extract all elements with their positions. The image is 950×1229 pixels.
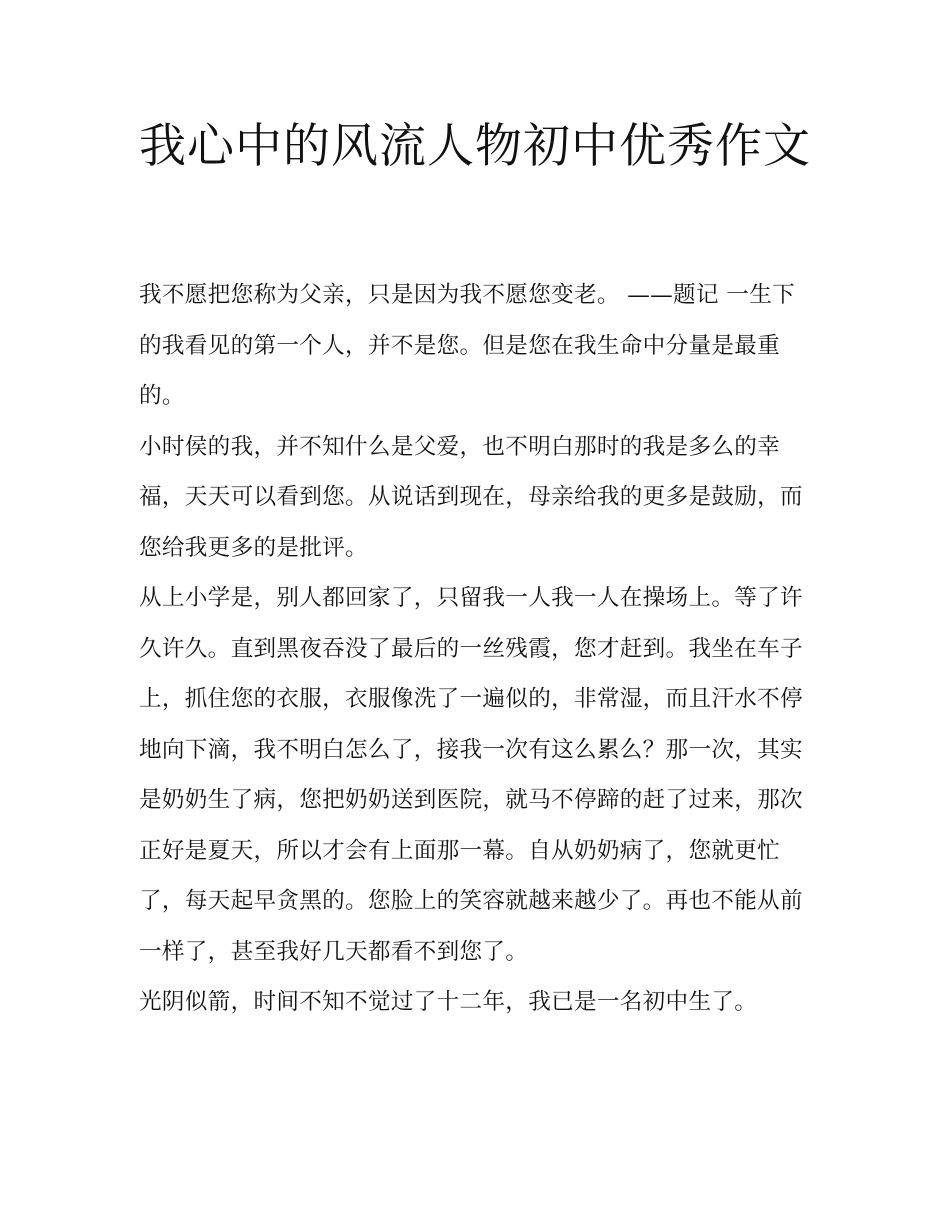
- document-body: [139, 270, 817, 1028]
- paragraph-2: 小时侯的我，并不知什么是父爱，也不明白那时的我是多么的幸福，天天可以看到您。从说话到现在，母亲给我的更多是鼓励，而您给我更多的是批评。: [139, 433, 803, 561]
- document-title: 我心中的风流人物初中优秀作文: [139, 119, 811, 174]
- paragraph-3: 从上小学是，别人都回家了，只留我一人我一人在操场上。等了许久许久。直到黑夜吞没了最后的一丝残霞，您才赶到。我坐在车子上，抓住您的衣服，衣服像洗了一遍似的，非常湿，而且汗水不停地向下滴，我不明白怎么了，接我一次有这么累么？那一次，其实是奶奶生了病，您把奶奶送到医院，就马不停蹄的赶了过来，那次正好是夏天，所以才会有上面那一幕。自从奶奶病了，您就更忙了，每天起早贪黑的。您脸上的笑容就越来越少了。再也不能从前一样了，甚至我好几天都看不到您了。: [139, 585, 803, 965]
- paragraph-4: 光阴似箭，时间不知不觉过了十二年，我已是一名初中生了。: [139, 989, 758, 1015]
- paragraph-1: 我不愿把您称为父亲，只是因为我不愿您变老。 ——题记 一生下的我看见的第一个人，并不是您。但是您在我生命中分量是最重的。: [139, 282, 795, 409]
